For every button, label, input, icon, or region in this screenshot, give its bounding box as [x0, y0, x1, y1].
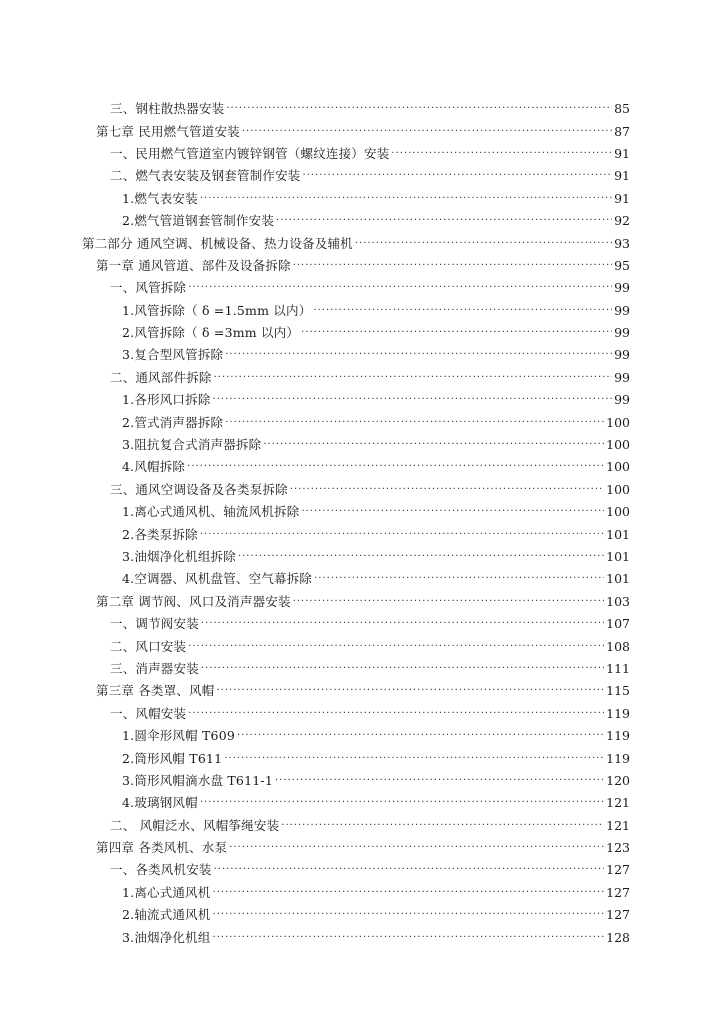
dot-leader — [213, 389, 613, 411]
dot-leader — [187, 456, 604, 478]
toc-entry-title: 1.风管拆除（ δ =1.5mm 以内） — [122, 302, 312, 318]
toc-entry-page-number: 93 — [614, 235, 630, 251]
dot-leader — [224, 748, 604, 770]
toc-entry-page-number: 123 — [606, 840, 630, 856]
dot-leader — [242, 121, 612, 143]
toc-entry[interactable] — [0, 143, 724, 165]
toc-entry[interactable] — [0, 747, 724, 769]
toc-entry[interactable] — [0, 613, 724, 635]
toc-entry[interactable] — [0, 367, 724, 389]
toc-entry-page-number: 121 — [606, 817, 630, 833]
toc-entry[interactable] — [0, 703, 724, 725]
toc-entry-page-number: 100 — [606, 437, 630, 453]
dot-leader — [216, 680, 604, 702]
toc-entry[interactable] — [0, 456, 724, 478]
toc-entry-page-number: 127 — [606, 907, 630, 923]
dot-leader — [275, 770, 604, 792]
toc-entry-page-number: 128 — [606, 929, 630, 945]
toc-entry-title: 三、钢柱散热器安装 — [110, 101, 225, 117]
toc-entry-page-number: 101 — [606, 526, 630, 542]
toc-entry-title: 3.油烟净化机组拆除 — [122, 549, 236, 564]
dot-leader — [237, 725, 604, 747]
toc-entry[interactable] — [0, 815, 724, 837]
toc-entry[interactable] — [0, 411, 724, 433]
toc-entry[interactable] — [0, 501, 724, 523]
toc-entry-title: 一、风管拆除 — [110, 280, 187, 296]
toc-entry-title: 2.各类泵拆除 — [122, 526, 198, 542]
toc-entry[interactable] — [0, 479, 724, 501]
toc-entry-title: 4.风帽拆除 — [122, 459, 186, 475]
toc-entry[interactable] — [0, 792, 724, 814]
toc-entry-title: 1.离心式通风机、轴流风机拆除 — [122, 504, 300, 520]
toc-entry-page-number: 92 — [614, 213, 630, 229]
toc-entry-page-number: 99 — [614, 302, 630, 318]
dot-leader — [225, 412, 604, 434]
toc-entry[interactable] — [0, 770, 724, 792]
toc-entry-title: 1.燃气表安装 — [122, 190, 198, 206]
toc-entry-title: 2.风管拆除（ δ =3mm 以内） — [122, 325, 300, 341]
toc-entry-title: 二、燃气表安装及钢套管制作安装 — [110, 168, 301, 184]
dot-leader — [263, 434, 604, 456]
dot-leader — [293, 255, 612, 277]
toc-entry-page-number: 120 — [606, 772, 630, 788]
dot-leader — [314, 568, 604, 590]
toc-entry-title: 第一章 通风管道、部件及设备拆除 — [96, 257, 291, 273]
toc-entry[interactable] — [0, 523, 724, 545]
toc-entry-title: 4.玻璃钢风帽 — [122, 795, 198, 811]
toc-entry-title: 三、通风空调设备及各类泵拆除 — [110, 481, 288, 497]
toc-entry-page-number: 100 — [606, 459, 630, 475]
toc-entry[interactable] — [0, 926, 724, 948]
toc-entry-page-number: 115 — [606, 683, 630, 699]
dot-leader — [188, 703, 604, 725]
toc-entry-title: 2.轴流式通风机 — [122, 907, 211, 923]
toc-entry-title: 2.燃气管道钢套管制作安装 — [122, 213, 275, 229]
dot-leader — [229, 837, 604, 859]
toc-entry-page-number: 87 — [614, 123, 630, 139]
toc-entry[interactable] — [0, 232, 724, 254]
toc-entry[interactable] — [0, 434, 724, 456]
toc-entry-title: 3.阻抗复合式消声器拆除 — [122, 437, 262, 453]
dot-leader — [188, 277, 612, 299]
toc-entry-title: 2.筒形风帽 T611 — [122, 750, 223, 766]
toc-entry-title: 一、民用燃气管道室内镀锌钢管（螺纹连接）安装 — [110, 145, 390, 161]
toc-entry-title: 4.空调器、风机盘管、空气幕拆除 — [122, 571, 313, 587]
toc-entry-title: 一、调节阀安装 — [110, 616, 199, 632]
toc-entry-title: 3.筒形风帽滴水盘 T611-1 — [122, 772, 273, 788]
dot-leader — [238, 546, 604, 568]
toc-entry-page-number: 99 — [614, 392, 630, 408]
toc-entry-title: 三、消声器安装 — [110, 660, 199, 676]
toc-entry-title: 第二章 调节阀、风口及消声器安装 — [96, 593, 291, 609]
toc-entry-page-number: 111 — [606, 660, 630, 676]
toc-entry-page-number: 107 — [606, 616, 630, 632]
toc-entry-title: 3.油烟净化机组 — [122, 929, 211, 945]
toc-entry-title: 二、 风帽泛水、风帽筝绳安装 — [110, 817, 280, 833]
dot-leader — [213, 927, 605, 949]
toc-entry[interactable] — [0, 98, 724, 120]
toc-entry[interactable] — [0, 882, 724, 904]
toc-entry[interactable] — [0, 635, 724, 657]
toc-entry-page-number: 100 — [606, 414, 630, 430]
toc-entry-page-number: 101 — [606, 571, 630, 587]
toc-entry[interactable] — [0, 680, 724, 702]
toc-entry[interactable] — [0, 591, 724, 613]
dot-leader — [293, 591, 604, 613]
dot-leader — [281, 815, 604, 837]
dot-leader — [226, 98, 612, 120]
toc-entry-page-number: 101 — [606, 549, 630, 564]
toc-entry-page-number: 108 — [606, 638, 630, 654]
toc-entry[interactable] — [0, 725, 724, 747]
toc-entry[interactable] — [0, 300, 724, 322]
toc-entry[interactable] — [0, 322, 724, 344]
toc-entry-page-number: 91 — [614, 145, 630, 161]
dot-leader — [276, 210, 612, 232]
toc-entry-title: 一、各类风机安装 — [110, 862, 212, 878]
table-of-contents — [0, 98, 724, 949]
toc-entry-page-number: 127 — [606, 884, 630, 900]
toc-entry[interactable] — [0, 546, 724, 568]
dot-leader — [290, 479, 604, 501]
toc-entry-page-number: 127 — [606, 862, 630, 878]
toc-entry-title: 第四章 各类风机、水泵 — [96, 840, 228, 856]
toc-entry[interactable] — [0, 859, 724, 881]
toc-entry-page-number: 99 — [614, 347, 630, 363]
dot-leader — [213, 904, 605, 926]
toc-entry-title: 1.各形风口拆除 — [122, 392, 211, 408]
toc-entry-title: 一、风帽安装 — [110, 705, 187, 721]
toc-entry-title: 第二部分 通风空调、机械设备、热力设备及辅机 — [82, 235, 353, 251]
dot-leader — [303, 165, 613, 187]
toc-entry[interactable] — [0, 568, 724, 590]
toc-entry-title: 1.圆伞形风帽 T609 — [122, 728, 235, 744]
toc-entry-title: 2.管式消声器拆除 — [122, 414, 224, 430]
toc-entry[interactable] — [0, 120, 724, 142]
toc-entry-page-number: 103 — [606, 593, 630, 609]
dot-leader — [201, 613, 604, 635]
dot-leader — [214, 367, 612, 389]
toc-entry[interactable] — [0, 904, 724, 926]
dot-leader — [188, 636, 604, 658]
dot-leader — [313, 300, 612, 322]
toc-entry-title: 第三章 各类罩、风帽 — [96, 683, 215, 699]
toc-entry-page-number: 95 — [614, 257, 630, 273]
toc-entry[interactable] — [0, 277, 724, 299]
dot-leader — [355, 233, 612, 255]
toc-entry-page-number: 121 — [606, 795, 630, 811]
dot-leader — [214, 859, 605, 881]
toc-entry-page-number: 99 — [614, 325, 630, 341]
toc-entry-title: 3.复合型风管拆除 — [122, 347, 224, 363]
dot-leader — [213, 882, 605, 904]
toc-entry-title: 1.离心式通风机 — [122, 884, 211, 900]
toc-entry[interactable] — [0, 389, 724, 411]
dot-leader — [301, 322, 612, 344]
dot-leader — [200, 792, 604, 814]
toc-entry-page-number: 99 — [614, 280, 630, 296]
toc-entry-page-number: 119 — [606, 750, 630, 766]
toc-entry[interactable] — [0, 837, 724, 859]
toc-entry[interactable] — [0, 188, 724, 210]
dot-leader — [391, 143, 612, 165]
dot-leader — [201, 658, 604, 680]
dot-leader — [225, 344, 612, 366]
toc-entry-title: 第七章 民用燃气管道安装 — [96, 123, 240, 139]
toc-entry[interactable] — [0, 344, 724, 366]
dot-leader — [200, 188, 612, 210]
toc-entry-page-number: 119 — [606, 705, 630, 721]
toc-entry-title: 二、风口安装 — [110, 638, 187, 654]
toc-entry[interactable] — [0, 658, 724, 680]
toc-entry[interactable] — [0, 255, 724, 277]
toc-entry[interactable] — [0, 165, 724, 187]
toc-entry-page-number: 91 — [614, 190, 630, 206]
toc-entry-page-number: 91 — [614, 168, 630, 184]
toc-entry-page-number: 100 — [606, 504, 630, 520]
toc-entry-page-number: 85 — [614, 101, 630, 117]
toc-entry-page-number: 100 — [606, 481, 630, 497]
toc-entry[interactable] — [0, 210, 724, 232]
toc-entry-page-number: 119 — [606, 728, 630, 744]
dot-leader — [301, 501, 604, 523]
toc-entry-page-number: 99 — [614, 369, 630, 385]
toc-entry-title: 二、通风部件拆除 — [110, 369, 212, 385]
dot-leader — [200, 524, 604, 546]
